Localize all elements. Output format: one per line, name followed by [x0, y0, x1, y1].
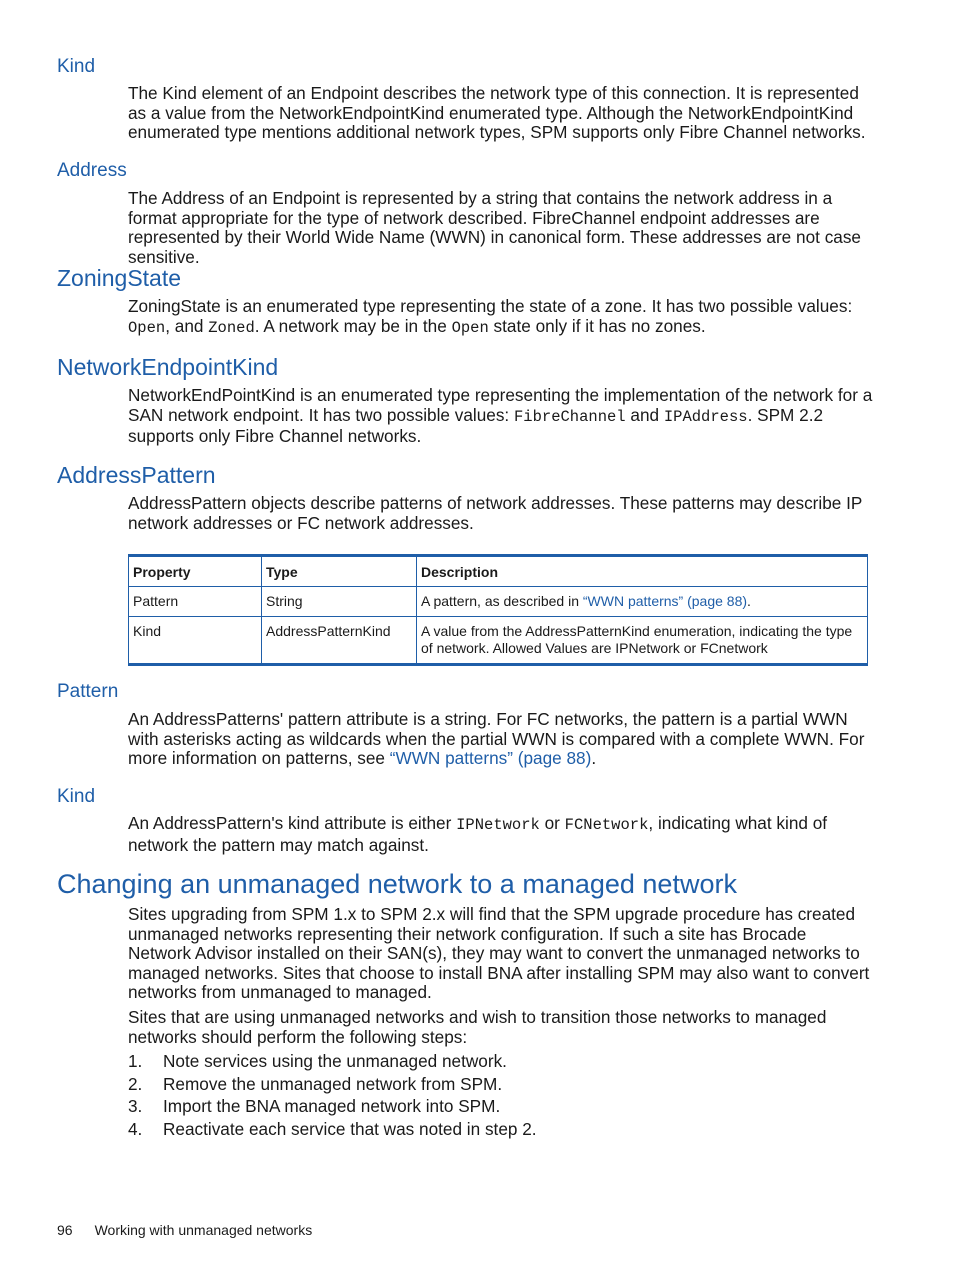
step-text: Note services using the unmanaged network.	[163, 1051, 507, 1071]
heading-networkendpointkind: NetworkEndpointKind	[57, 354, 279, 380]
text: . SPM 2.2 supports only Fibre Channel networks.	[128, 404, 824, 447]
table-cell: Kind	[129, 617, 262, 665]
column-header: Property	[129, 556, 262, 587]
heading-pattern: Pattern	[57, 681, 119, 702]
text: state only if it has no zones.	[488, 315, 706, 336]
page-number: 96	[57, 1222, 73, 1238]
step-number: 2.	[128, 1073, 143, 1094]
list-item	[128, 1073, 868, 1096]
text: NetworkEndPointKind is an enumerated type representing the implementation of the network for a SAN network endpoint. It has two possible values:	[128, 385, 873, 425]
step-text: Import the BNA managed network into SPM.	[163, 1096, 501, 1116]
step-number: 1.	[128, 1051, 143, 1071]
text: An AddressPatterns' pattern attribute is a string. For FC networks, the pattern is a partial WWN with asterisks acting as wildcards when the partial WWN is compared with a complete WWN. For more information on patterns, see	[128, 709, 865, 769]
table-cell	[417, 587, 868, 617]
text: An AddressPattern's kind attribute is either	[128, 813, 457, 833]
step-text: Remove the unmanaged network from SPM.	[163, 1073, 503, 1094]
list-item	[128, 1095, 868, 1118]
list-item	[128, 1050, 868, 1073]
table-cell: Pattern	[129, 587, 262, 617]
text: . A network may be in the	[254, 315, 452, 336]
text: .	[591, 748, 597, 769]
chapter-title: Working with unmanaged networks	[94, 1222, 313, 1238]
column-header: Type	[262, 556, 417, 587]
wwn-patterns-link[interactable]: “WWN patterns” (page 88)	[389, 748, 592, 769]
text: A pattern, as described in	[421, 593, 583, 609]
table-row	[129, 587, 868, 617]
code-zoned: Zoned	[208, 318, 255, 337]
code-open: Open	[128, 318, 166, 337]
heading-zoningstate: ZoningState	[57, 265, 182, 291]
steps-list	[128, 1050, 868, 1140]
text: , and	[165, 315, 209, 336]
table-cell: AddressPatternKind	[262, 617, 417, 665]
table-cell: A value from the AddressPatternKind enumeration, indicating the type of network. Allowed Values are IPNetwork or FCnetwork	[417, 617, 868, 665]
paragraph-changing-2: Sites that are using unmanaged networks and wish to transition those networks to managed networks should perform the following steps:	[128, 1007, 827, 1047]
list-item	[128, 1118, 868, 1141]
heading-changing-network: Changing an unmanaged network to a managed network	[57, 869, 737, 899]
paragraph-addresspattern: AddressPattern objects describe patterns of network addresses. These patterns may describe IP network addresses or FC network addresses.	[128, 493, 863, 533]
code-fcnetwork: FCNetwork	[564, 816, 649, 834]
text: or	[539, 813, 565, 833]
paragraph-zoningstate	[128, 297, 873, 338]
code-fibrechannel: FibreChannel	[513, 407, 626, 426]
column-header: Description	[417, 556, 868, 587]
paragraph-address: The Address of an Endpoint is represented by a string that contains the network address in a format appropriate for the type of network described. FibreChannel endpoint addresses are represented by their World Wide Name (WWN) in canonical form. These addresses are not case sensitive.	[128, 188, 861, 267]
code-ipnetwork: IPNetwork	[456, 816, 540, 834]
text: .	[747, 593, 751, 609]
code-ipaddress: IPAddress	[663, 407, 748, 426]
paragraph-kind: The Kind element of an Endpoint describes the network type of this connection. It is represented as a value from the NetworkEndpointKind enumerated type. Although the NetworkEndpointKind enumerated type mentions additional network types, SPM supports only Fibre Channel networks.	[128, 83, 866, 143]
heading-kind: Kind	[57, 56, 96, 77]
page-footer	[57, 1222, 312, 1238]
step-number: 3.	[128, 1096, 143, 1116]
heading-addresspattern: AddressPattern	[57, 462, 216, 488]
paragraph-pattern	[128, 710, 873, 769]
step-text: Reactivate each service that was noted in step 2.	[163, 1118, 537, 1139]
addresspattern-table	[128, 554, 868, 666]
paragraph-networkendpointkind	[128, 386, 873, 447]
text: and	[625, 404, 664, 425]
code-open: Open	[451, 318, 489, 337]
table-header-row	[129, 556, 868, 587]
heading-address: Address	[57, 160, 127, 181]
paragraph-kind-attribute	[128, 814, 873, 855]
table-cell: String	[262, 587, 417, 617]
paragraph-changing-1: Sites upgrading from SPM 1.x to SPM 2.x will find that the SPM upgrade procedure has created unmanaged networks representing their network configuration. If such a site has Brocade Network Advisor installed on their SAN(s), they may want to convert the unmanaged networks to managed networks. Sites that choose to install BNA after installing SPM may also want to convert networks from unmanaged to managed.	[128, 904, 870, 1003]
step-number: 4.	[128, 1118, 143, 1139]
table-row	[129, 617, 868, 665]
heading-kind: Kind	[57, 786, 96, 807]
wwn-patterns-link[interactable]: “WWN patterns” (page 88)	[582, 593, 748, 609]
text: ZoningState is an enumerated type representing the state of a zone. It has two possible values:	[128, 296, 853, 316]
text: , indicating what kind of network the pattern may match against.	[128, 813, 828, 855]
